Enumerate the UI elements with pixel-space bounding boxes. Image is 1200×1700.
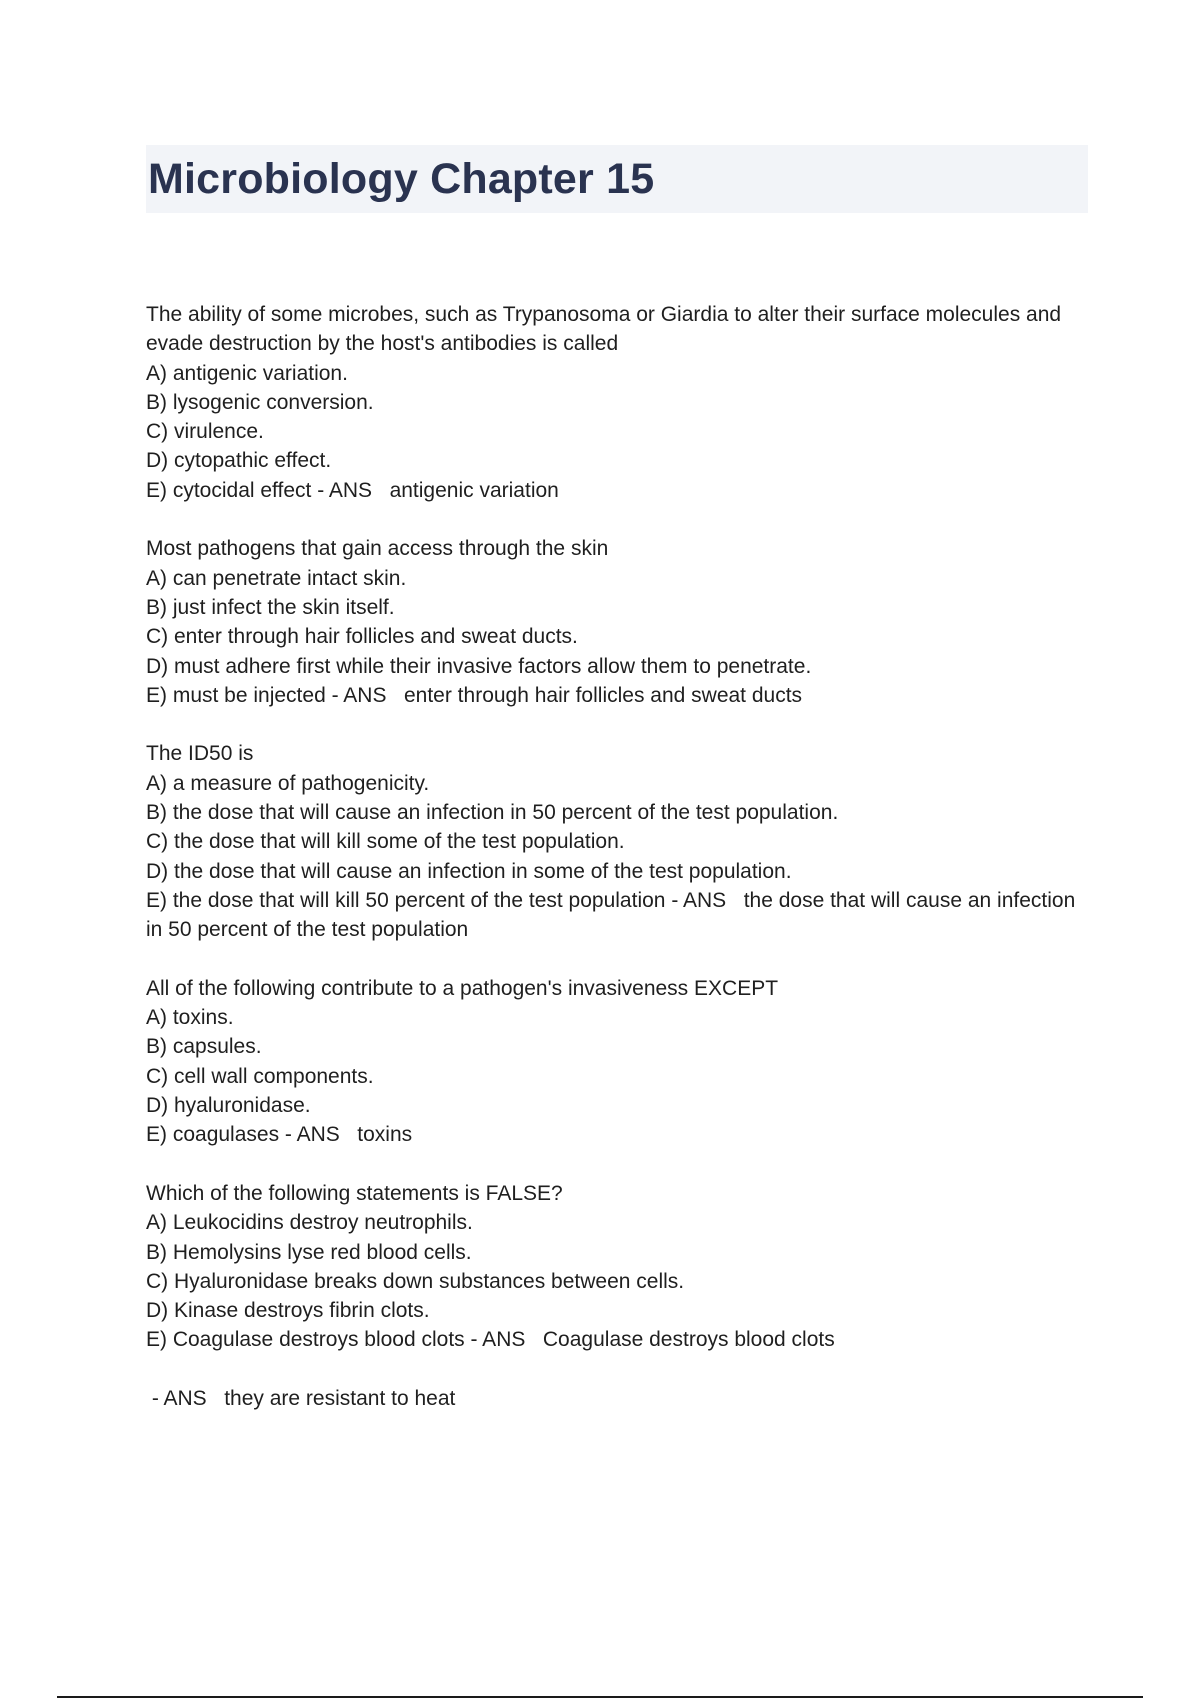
answer-text: Coagulase destroys blood clots xyxy=(542,1328,835,1352)
answer-text: toxins xyxy=(357,1123,413,1147)
option-d: D) Kinase destroys fibrin clots. xyxy=(146,1299,430,1323)
option-d: D) the dose that will cause an infection in some of the test population. xyxy=(146,859,792,883)
option-a: A) can penetrate intact skin. xyxy=(146,566,407,590)
question-stem: The ID50 is xyxy=(146,742,254,766)
option-c: C) virulence. xyxy=(146,420,264,444)
option-d: D) cytopathic effect. xyxy=(146,449,332,473)
trailing-answer-line xyxy=(146,1384,1086,1413)
answer-label: - ANS xyxy=(331,683,387,707)
page-title: Microbiology Chapter 15 xyxy=(148,155,655,203)
option-d: D) must adhere first while their invasive factors allow them to penetrate. xyxy=(146,654,812,678)
option-e-with-answer xyxy=(146,476,1086,505)
option-e: E) must be injected xyxy=(146,683,326,707)
answer-text: they are resistant to heat xyxy=(224,1386,456,1410)
question-stem: Most pathogens that gain access through the skin xyxy=(146,537,609,561)
question-stem: The ability of some microbes, such as Trypanosoma or Giardia to alter their surface molecules and evade destruction by the host's antibodies is called xyxy=(146,303,1067,356)
title-band xyxy=(146,145,1088,213)
question-block-5 xyxy=(146,1179,1086,1355)
option-c: C) the dose that will kill some of the test population. xyxy=(146,830,625,854)
option-d: D) hyaluronidase. xyxy=(146,1094,311,1118)
answer-label: - ANS xyxy=(470,1328,526,1352)
option-b: B) Hemolysins lyse red blood cells. xyxy=(146,1240,472,1264)
trailing-answer-block xyxy=(146,1384,1086,1413)
option-b: B) lysogenic conversion. xyxy=(146,390,374,414)
question-block-1 xyxy=(146,300,1086,505)
option-b: B) just infect the skin itself. xyxy=(146,595,395,619)
option-e-with-answer xyxy=(146,1325,1086,1354)
option-c: C) enter through hair follicles and sweat ducts. xyxy=(146,625,578,649)
option-c: C) cell wall components. xyxy=(146,1064,374,1088)
answer-text: the dose that will cause an infection in 50 percent of the test population xyxy=(146,888,1082,942)
option-b: B) capsules. xyxy=(146,1035,262,1059)
option-e: E) the dose that will kill 50 percent of the test population xyxy=(146,888,666,912)
option-a: A) antigenic variation. xyxy=(146,361,348,385)
option-a: A) toxins. xyxy=(146,1006,234,1030)
option-a: A) a measure of pathogenicity. xyxy=(146,771,430,795)
option-b: B) the dose that will cause an infection in 50 percent of the test population. xyxy=(146,801,839,825)
answer-label: - ANS xyxy=(671,888,727,912)
question-stem: All of the following contribute to a pathogen's invasiveness EXCEPT xyxy=(146,976,779,1000)
option-e: E) coagulases xyxy=(146,1123,280,1147)
option-e: E) cytocidal effect xyxy=(146,478,312,502)
option-c: C) Hyaluronidase breaks down substances between cells. xyxy=(146,1269,685,1293)
option-e-with-answer xyxy=(146,886,1086,945)
question-block-3 xyxy=(146,739,1086,944)
answer-label: - ANS xyxy=(151,1386,207,1410)
option-a: A) Leukocidins destroy neutrophils. xyxy=(146,1211,473,1235)
option-e-with-answer xyxy=(146,681,1086,710)
answer-text: antigenic variation xyxy=(389,478,559,502)
question-list xyxy=(146,300,1086,1443)
question-block-4 xyxy=(146,974,1086,1150)
footer-divider xyxy=(57,1696,1143,1698)
question-block-2 xyxy=(146,534,1086,710)
answer-label: - ANS xyxy=(284,1123,340,1147)
answer-label: - ANS xyxy=(317,478,373,502)
option-e: E) Coagulase destroys blood clots xyxy=(146,1328,465,1352)
question-stem: Which of the following statements is FALSE? xyxy=(146,1181,563,1205)
option-e-with-answer xyxy=(146,1120,1086,1149)
answer-text: enter through hair follicles and sweat ducts xyxy=(403,683,803,707)
